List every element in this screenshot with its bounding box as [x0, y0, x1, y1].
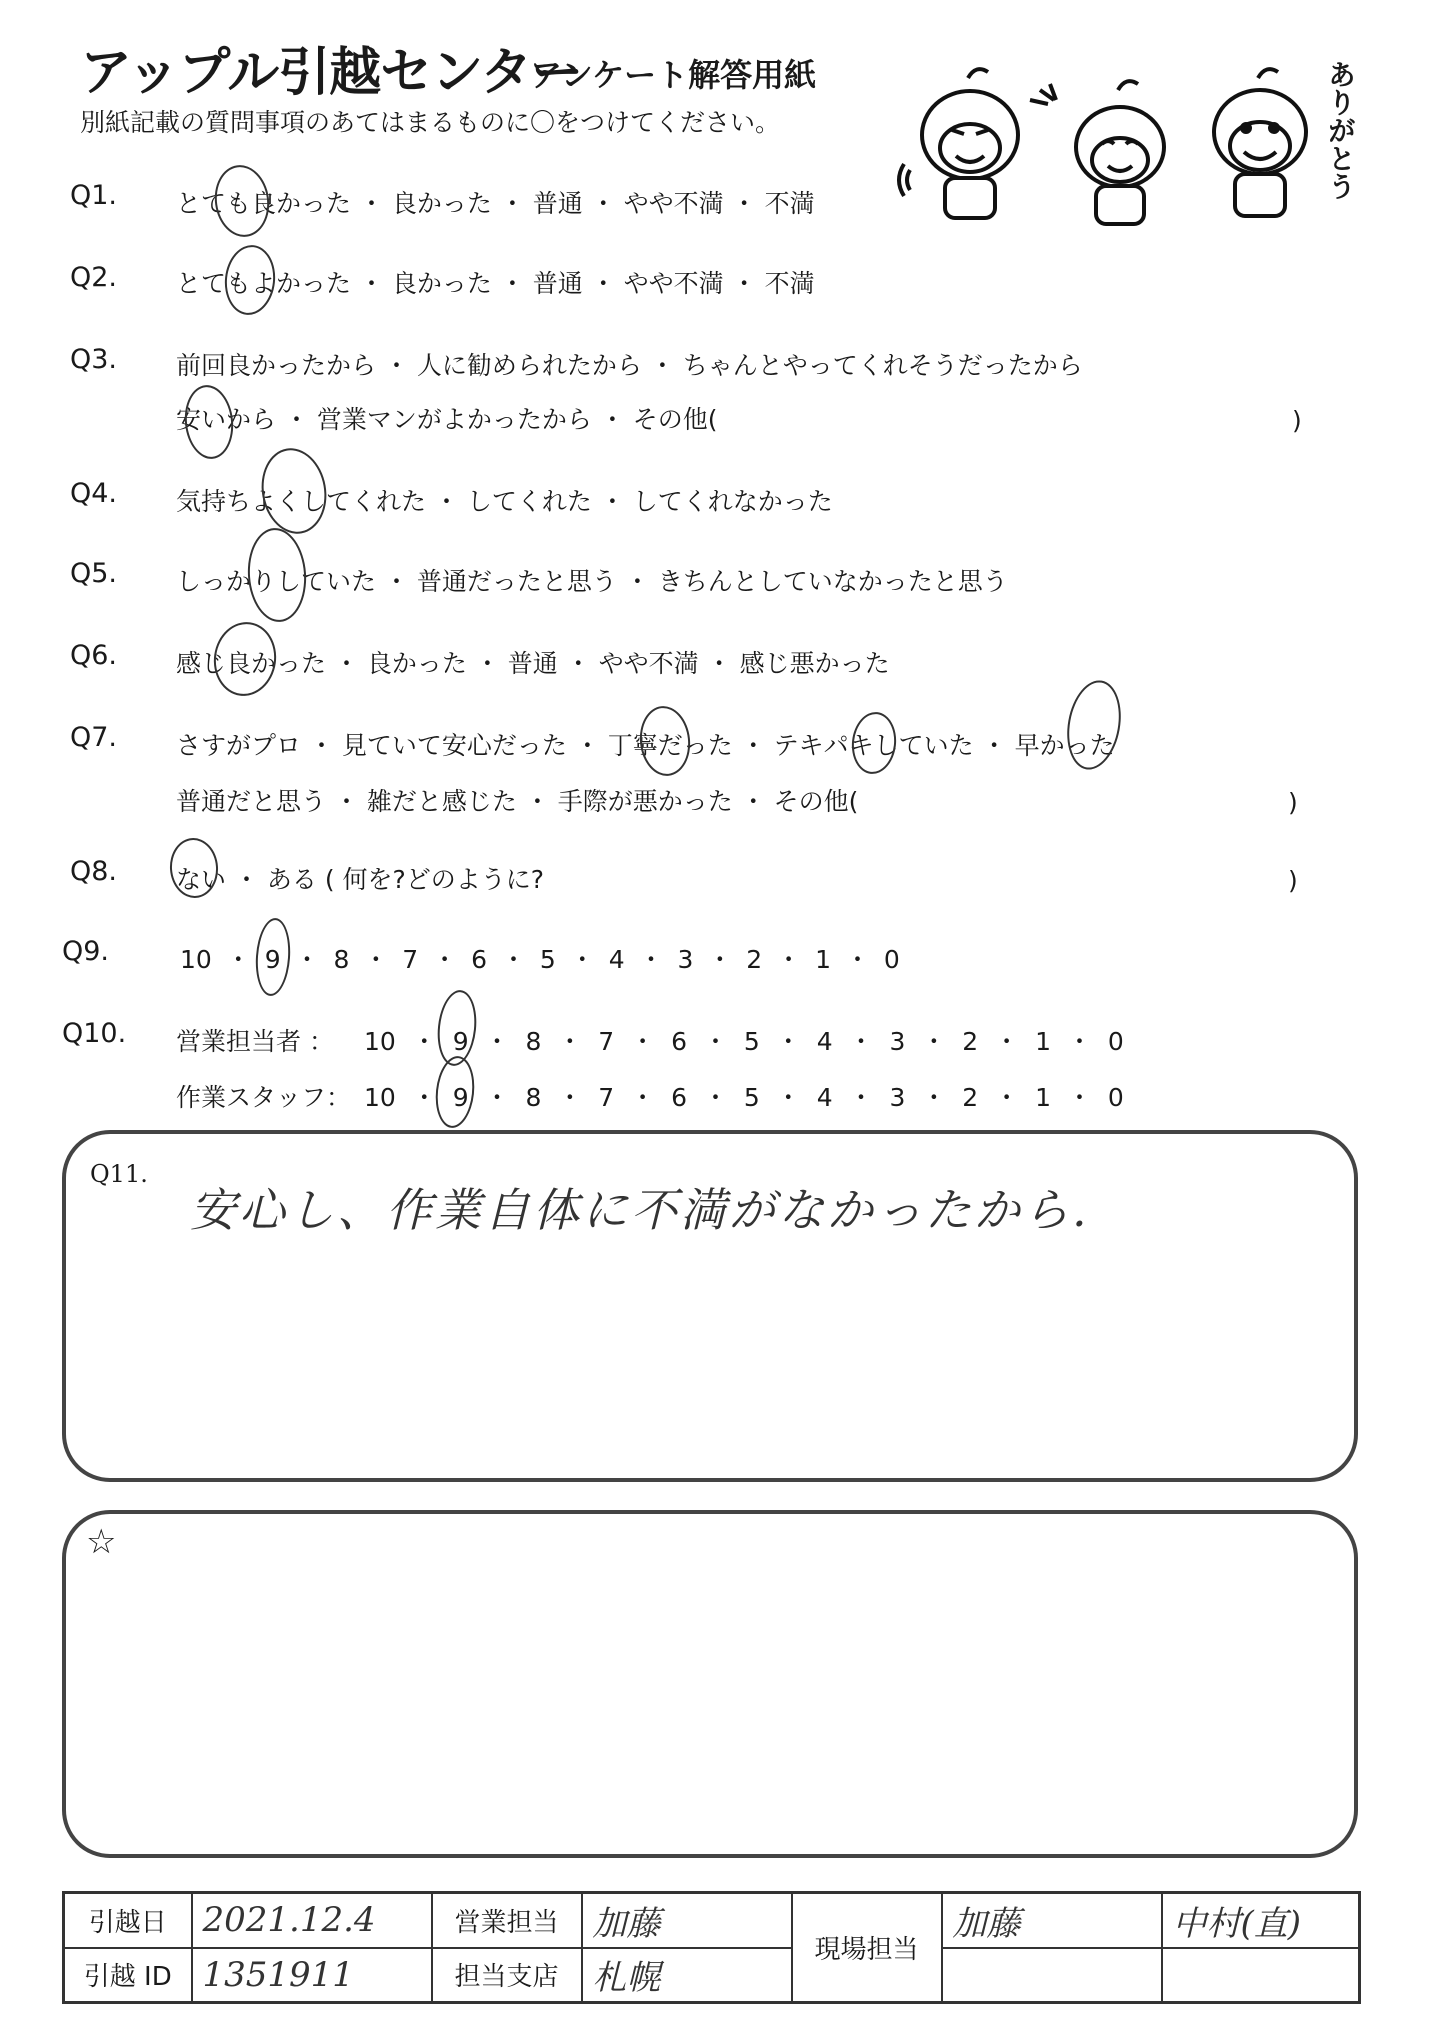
q5-answer-circle	[245, 526, 309, 624]
q6-label: Q6.	[70, 640, 118, 671]
onsite-staff-2: 中村(直)	[1162, 1893, 1360, 1948]
q2-options: とてもよかった ・ 良かった ・ 普通 ・ やや不満 ・ 不満	[176, 269, 815, 298]
info-table	[62, 1891, 1361, 2004]
q6-answer-circle	[209, 618, 281, 700]
q4-options: 気持ちよくしてくれた ・ してくれた ・ してくれなかった	[176, 487, 833, 516]
q7-options-line2: 普通だと思う ・ 雑だと感じた ・ 手際が悪かった ・ その他(	[176, 787, 859, 816]
q3-label: Q3.	[70, 344, 118, 375]
q9-scale: 10 ・ 9 ・ 8 ・ 7 ・ 6 ・ 5 ・ 4 ・ 3 ・ 2 ・ 1 ・ 0	[180, 945, 900, 974]
q10-sales-scale: 10 ・ 9 ・ 8 ・ 7 ・ 6 ・ 5 ・ 4 ・ 3 ・ 2 ・ 1 ・ 0	[364, 1027, 1124, 1056]
move-id-value: 1351911	[192, 1948, 432, 2003]
onsite-empty-1	[942, 1948, 1162, 2003]
q7-answer-circle-1	[636, 704, 693, 779]
move-date-label: 引越日	[64, 1893, 192, 1948]
move-date-value: 2021.12.4	[192, 1893, 432, 1948]
q8-label: Q8.	[70, 856, 118, 887]
branch-label: 担当支店	[432, 1948, 582, 2003]
q10-label: Q10.	[62, 1018, 127, 1049]
q3-options-line2: 安いから ・ 営業マンがよかったから ・ その他(	[176, 405, 718, 434]
company-title: アップル引越センター	[80, 43, 583, 103]
mascot-right	[1214, 69, 1306, 216]
q8-options: ない ・ ある ( 何を?どのように?	[176, 865, 545, 894]
q10-staff-answer-circle	[432, 1054, 477, 1130]
q5-label: Q5.	[70, 558, 118, 589]
q3-answer-circle	[181, 383, 236, 462]
onsite-label: 現場担当	[792, 1893, 942, 2003]
q7-close-paren: )	[1288, 788, 1298, 817]
q9-label: Q9.	[62, 936, 110, 967]
q3-options-line1: 前回良かったから ・ 人に勧められたから ・ ちゃんとやってくれそうだったから	[176, 351, 1083, 380]
q4-label: Q4.	[70, 478, 118, 509]
mascot-middle	[1030, 81, 1164, 224]
q10-staff-scale: 10 ・ 9 ・ 8 ・ 7 ・ 6 ・ 5 ・ 4 ・ 3 ・ 2 ・ 1 ・ 0	[364, 1083, 1124, 1112]
q6-options: 感じ良かった ・ 良かった ・ 普通 ・ やや不満 ・ 感じ悪かった	[176, 649, 890, 678]
branch-value: 札幌	[582, 1948, 792, 2003]
q7-options-line1: さすがプロ ・ 見ていて安心だった ・ 丁寧だった ・ テキパキしていた ・ 早かった	[176, 731, 1115, 760]
q5-options: しっかりしていた ・ 普通だったと思う ・ きちんとしていなかったと思う	[176, 567, 1008, 596]
onsite-empty-2	[1162, 1948, 1360, 2003]
q11-answer: 安心し、作業自体に不満がなかったから.	[190, 1183, 1090, 1237]
thanks-text: ありがとう	[1324, 60, 1357, 200]
q2-answer-circle	[221, 243, 278, 318]
q2-label: Q2.	[70, 262, 118, 293]
mascot-left	[899, 69, 1018, 218]
q11-label: Q11.	[90, 1160, 148, 1188]
q7-answer-circle-2	[849, 710, 899, 776]
q1-answer-circle	[210, 162, 273, 241]
sales-rep-value: 加藤	[582, 1893, 792, 1948]
form-title: アンケート解答用紙	[530, 56, 817, 94]
instruction-text: 別紙記載の質問事項のあてはまるものに〇をつけてください。	[80, 108, 781, 137]
sales-rep-label: 営業担当	[432, 1893, 582, 1948]
star-icon: ☆	[86, 1522, 117, 1562]
q3-close-paren: )	[1292, 406, 1302, 435]
q10-sales-label: 営業担当者 ：	[176, 1027, 334, 1056]
q1-options: とても良かった ・ 良かった ・ 普通 ・ やや不満 ・ 不満	[176, 189, 815, 218]
q1-label: Q1.	[70, 180, 118, 211]
q7-label: Q7.	[70, 722, 118, 753]
onsite-staff-1: 加藤	[942, 1893, 1162, 1948]
q8-close-paren: )	[1288, 866, 1298, 895]
mascot-illustration	[890, 60, 1360, 230]
q9-answer-circle	[253, 917, 292, 997]
move-id-label: 引越 ID	[64, 1948, 192, 2003]
comment-box	[62, 1510, 1358, 1858]
q10-staff-label: 作業スタッフ：	[176, 1083, 352, 1112]
q4-answer-circle	[255, 443, 333, 539]
